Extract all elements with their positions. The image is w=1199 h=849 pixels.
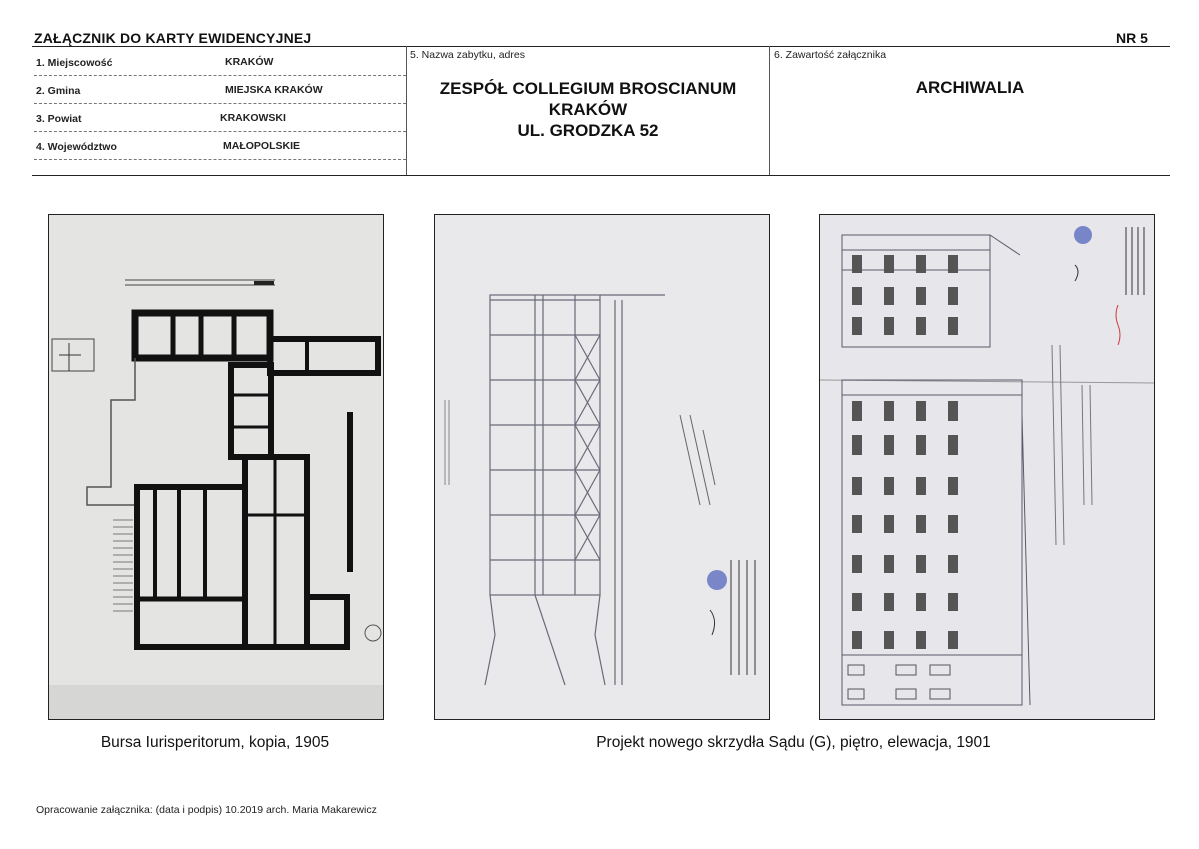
header-bottom-border (32, 175, 1170, 176)
field-underline (34, 159, 406, 160)
caption-right: Projekt nowego skrzydła Sądu (G), piętro, elewacja, 1901 (596, 734, 991, 751)
field-label: 1. Miejscowość (36, 57, 113, 69)
attachment-content-value: ARCHIWALIA (915, 78, 1025, 97)
prepared-by-footer: Opracowanie załącznika: (data i podpis) 10.2019 arch. Maria Makarewicz (36, 804, 377, 816)
field-row-gmina (34, 76, 406, 104)
archival-floor-plan-image (48, 214, 384, 720)
field-row-powiat (34, 104, 406, 132)
attachment-title: ZAŁĄCZNIK DO KARTY EWIDENCYJNEJ (34, 30, 312, 46)
monument-name-line: ZESPÓŁ COLLEGIUM BROSCIANUM (439, 79, 737, 98)
floor-plan-drawing (49, 215, 383, 719)
monument-address: UL. GRODZKA 52 (517, 121, 659, 140)
elevation-drawing (820, 215, 1154, 719)
archival-elevation-image (819, 214, 1155, 720)
wing-plan-drawing (435, 215, 769, 719)
field-value: MAŁOPOLSKIE (223, 140, 301, 152)
field-label: 4. Województwo (36, 141, 117, 153)
monument-name (406, 78, 770, 141)
field-row-miejscowosc (34, 48, 406, 76)
attachment-content-label: 6. Zawartość załącznika (774, 49, 887, 61)
field-value: KRAKOWSKI (220, 112, 286, 124)
caption-left: Bursa Iurisperitorum, kopia, 1905 (100, 734, 330, 751)
header-top-border (32, 46, 1170, 47)
field-label: 2. Gmina (36, 85, 81, 97)
field-row-wojewodztwo (34, 132, 406, 160)
monument-label: 5. Nazwa zabytku, adres (410, 49, 525, 61)
field-value: MIEJSKA KRAKÓW (225, 84, 323, 96)
archival-wing-plan-image (434, 214, 770, 720)
attachment-number: NR 5 (1116, 30, 1148, 46)
monument-city: KRAKÓW (548, 100, 628, 119)
field-value: KRAKÓW (225, 56, 274, 68)
field-label: 3. Powiat (36, 113, 82, 125)
